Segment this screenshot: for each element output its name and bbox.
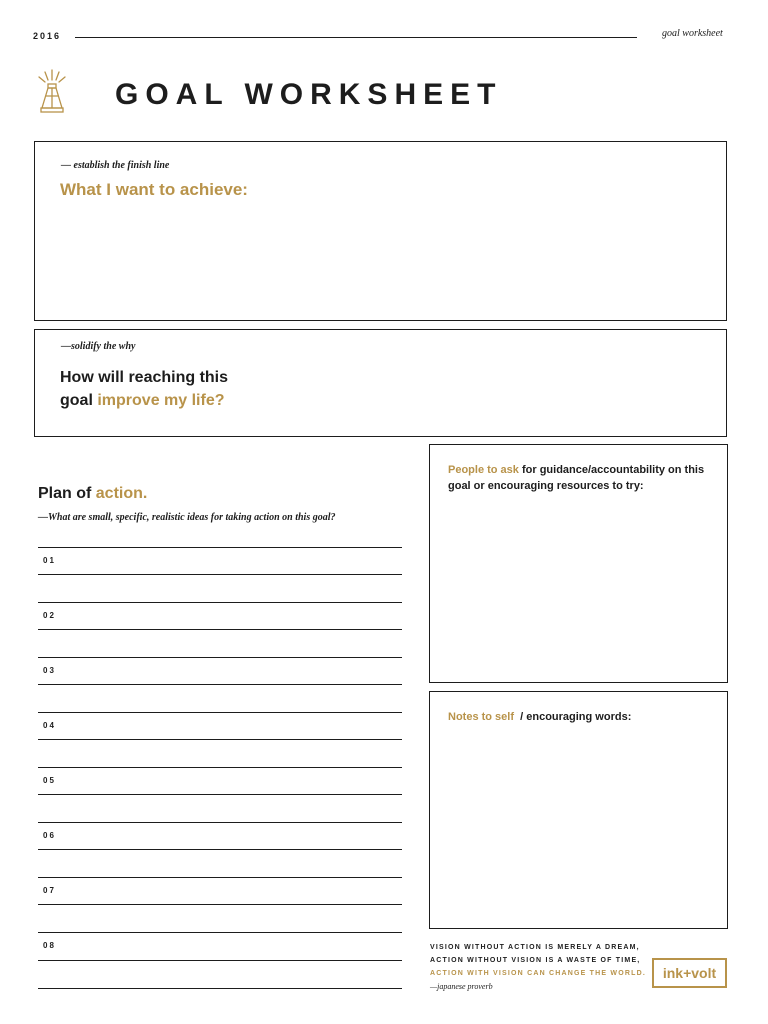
achieve-eyebrow: — establish the finish line	[61, 160, 170, 171]
why-heading	[60, 366, 228, 412]
plan-rule	[38, 712, 402, 713]
plan-rule[interactable]	[38, 960, 402, 961]
why-heading-line1: How will reaching this	[60, 369, 229, 386]
plan-rule[interactable]	[38, 684, 402, 685]
plan-rule	[38, 547, 402, 548]
plan-heading	[38, 485, 147, 503]
why-heading-accent: improve my life?	[97, 392, 225, 409]
plan-rule[interactable]	[38, 794, 402, 795]
why-heading-plain: goal	[60, 392, 98, 409]
people-heading-rest: for guidance/accountability on this goal or encouraging resources to try:	[448, 464, 708, 492]
plan-rule	[38, 602, 402, 603]
plan-item-number: 07	[43, 886, 56, 895]
people-box[interactable]	[429, 444, 728, 683]
header-label: goal worksheet	[662, 28, 723, 39]
plan-heading-accent: action.	[95, 485, 148, 502]
plan-rule[interactable]	[38, 739, 402, 740]
quote-line: VISION WITHOUT ACTION IS MERELY A DREAM,	[430, 944, 640, 951]
plan-item-number: 05	[43, 776, 56, 785]
notes-box[interactable]	[429, 691, 728, 929]
plan-rule	[38, 657, 402, 658]
plan-rule	[38, 822, 402, 823]
header-rule	[75, 37, 637, 38]
achieve-box[interactable]	[34, 141, 727, 321]
people-heading	[448, 462, 708, 494]
quote-line: ACTION WITH VISION CAN CHANGE THE WORLD.	[430, 970, 646, 977]
plan-rule[interactable]	[38, 629, 402, 630]
plan-rule	[38, 988, 402, 989]
plan-rule[interactable]	[38, 849, 402, 850]
brand-logo: ink+volt	[652, 958, 727, 988]
plan-item-number: 02	[43, 611, 56, 620]
year-label: 2016	[33, 31, 62, 41]
notes-heading-accent: Notes to self	[448, 711, 515, 723]
why-eyebrow: —solidify the why	[61, 341, 136, 352]
plan-item-number: 03	[43, 666, 56, 675]
notes-heading	[448, 709, 708, 725]
plan-item-number: 08	[43, 941, 56, 950]
plan-heading-plain: Plan of	[38, 485, 96, 502]
plan-rule	[38, 932, 402, 933]
why-heading-line2	[60, 389, 228, 412]
lamp-icon	[34, 68, 70, 118]
page-title: GOAL WORKSHEET	[115, 78, 503, 111]
plan-rule[interactable]	[38, 904, 402, 905]
quote-source: —japanese proverb	[430, 982, 493, 991]
achieve-heading: What I want to achieve:	[60, 180, 248, 199]
people-heading-accent: People to ask	[448, 464, 519, 476]
plan-rule	[38, 877, 402, 878]
notes-heading-rest: / encouraging words:	[514, 711, 632, 723]
why-box[interactable]	[34, 329, 727, 437]
plan-rule	[38, 767, 402, 768]
plan-item-number: 01	[43, 556, 56, 565]
plan-subheading: —What are small, specific, realistic ideas for taking action on this goal?	[38, 512, 336, 523]
quote-line: ACTION WITHOUT VISION IS A WASTE OF TIME,	[430, 957, 641, 964]
proverb-quote	[430, 941, 646, 980]
plan-item-number: 06	[43, 831, 56, 840]
plan-rule[interactable]	[38, 574, 402, 575]
plan-item-number: 04	[43, 721, 56, 730]
